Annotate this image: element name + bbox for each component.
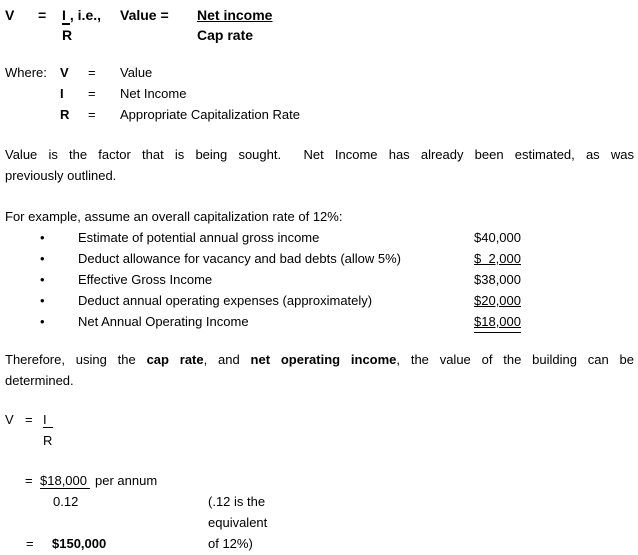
where-definition-cap-rate: Appropriate Capitalization Rate xyxy=(120,107,300,122)
item-label: Effective Gross Income xyxy=(78,272,213,287)
v-equals-i-over-r-formula xyxy=(5,409,53,451)
where-symbol-v: V xyxy=(60,65,69,80)
formula-equals-sign: = xyxy=(38,7,47,23)
list-item xyxy=(0,248,638,269)
income-calculation-list xyxy=(0,227,638,332)
where-row-value xyxy=(5,62,300,83)
formula-value-equals-label: Value = xyxy=(120,7,169,23)
list-item xyxy=(0,227,638,248)
result-value: $150,000 xyxy=(52,536,107,551)
paragraph-line xyxy=(5,349,634,370)
where-definition-value: Value xyxy=(120,65,153,80)
item-label: Deduct allowance for vacancy and bad debts (allow 5%) xyxy=(78,251,402,266)
formula-i-symbol: I xyxy=(62,7,70,25)
formula-v-symbol: V xyxy=(5,7,15,23)
formula-i-over-r-fraction xyxy=(62,5,120,45)
equals-sign: = xyxy=(25,473,33,488)
formula-r-symbol: R xyxy=(62,27,73,43)
cap-rate-formula xyxy=(5,5,272,45)
equals-sign: = xyxy=(26,536,34,551)
equivalent-note: (.12 is the equivalent of 12%) xyxy=(208,494,268,551)
bullet-icon: • xyxy=(40,314,45,329)
formula-cap-rate-label: Cap rate xyxy=(197,27,254,43)
item-amount: $20,000 xyxy=(474,293,521,308)
formula-ie-suffix: , i.e., xyxy=(69,7,102,23)
paragraph-line: Value is the factor that is being sought. Net Income has already been estimated, as was xyxy=(5,147,634,162)
where-definition-net-income: Net Income xyxy=(120,86,187,101)
item-amount: $40,000 xyxy=(474,230,521,245)
formula-net-income-label: Net income xyxy=(197,7,273,23)
result-line xyxy=(5,534,106,554)
where-equals: = xyxy=(88,107,96,122)
list-item xyxy=(0,311,638,332)
denominator-value: 0.12 xyxy=(53,494,79,509)
where-equals: = xyxy=(88,86,96,101)
text-segment: , the value of the building can be xyxy=(396,352,634,367)
example-intro: For example, assume an overall capitalization rate of 12%: xyxy=(5,209,343,224)
where-label-spacer xyxy=(5,83,60,104)
list-item xyxy=(0,269,638,290)
therefore-paragraph xyxy=(5,349,634,391)
where-label: Where: xyxy=(5,65,47,80)
where-label-spacer xyxy=(5,104,60,125)
value-intro-paragraph xyxy=(5,144,634,186)
item-amount: $ 2,000 xyxy=(474,251,521,266)
where-row-cap-rate xyxy=(5,104,300,125)
paragraph-line: determined. xyxy=(5,373,74,388)
item-label: Deduct annual operating expenses (approximately) xyxy=(78,293,373,308)
bullet-icon: • xyxy=(40,293,45,308)
bold-cap-rate: cap rate xyxy=(146,352,204,367)
where-symbol-i: I xyxy=(60,86,64,101)
item-label: Net Annual Operating Income xyxy=(78,314,249,329)
formula-netincome-caprate-fraction xyxy=(197,5,272,45)
formula-i-symbol: I xyxy=(43,412,53,428)
text-segment: Therefore, using the xyxy=(5,352,147,367)
bullet-icon: • xyxy=(40,251,45,266)
list-item xyxy=(0,290,638,311)
where-equals: = xyxy=(88,65,96,80)
formula-v-symbol: V xyxy=(5,412,14,427)
formula-line xyxy=(5,409,53,430)
numerator-amount: $18,000 xyxy=(40,473,90,489)
bold-net-operating-income: net operating income xyxy=(250,352,397,367)
bullet-icon: • xyxy=(40,272,45,287)
text-segment: , and xyxy=(203,352,251,367)
formula-r-symbol: R xyxy=(43,433,53,448)
paragraph-line: previously outlined. xyxy=(5,168,117,183)
calculation-line-1 xyxy=(5,470,157,491)
where-definitions xyxy=(5,62,300,125)
where-row-net-income xyxy=(5,83,300,104)
formula-numerator-line xyxy=(62,5,120,25)
formula-equals-sign: = xyxy=(25,412,33,427)
bullet-icon: • xyxy=(40,230,45,245)
where-symbol-r: R xyxy=(60,107,70,122)
item-amount-total: $18,000 xyxy=(474,311,521,333)
item-amount: $38,000 xyxy=(474,272,521,287)
item-label: Estimate of potential annual gross income xyxy=(78,230,320,245)
per-annum-label: per annum xyxy=(95,473,158,488)
